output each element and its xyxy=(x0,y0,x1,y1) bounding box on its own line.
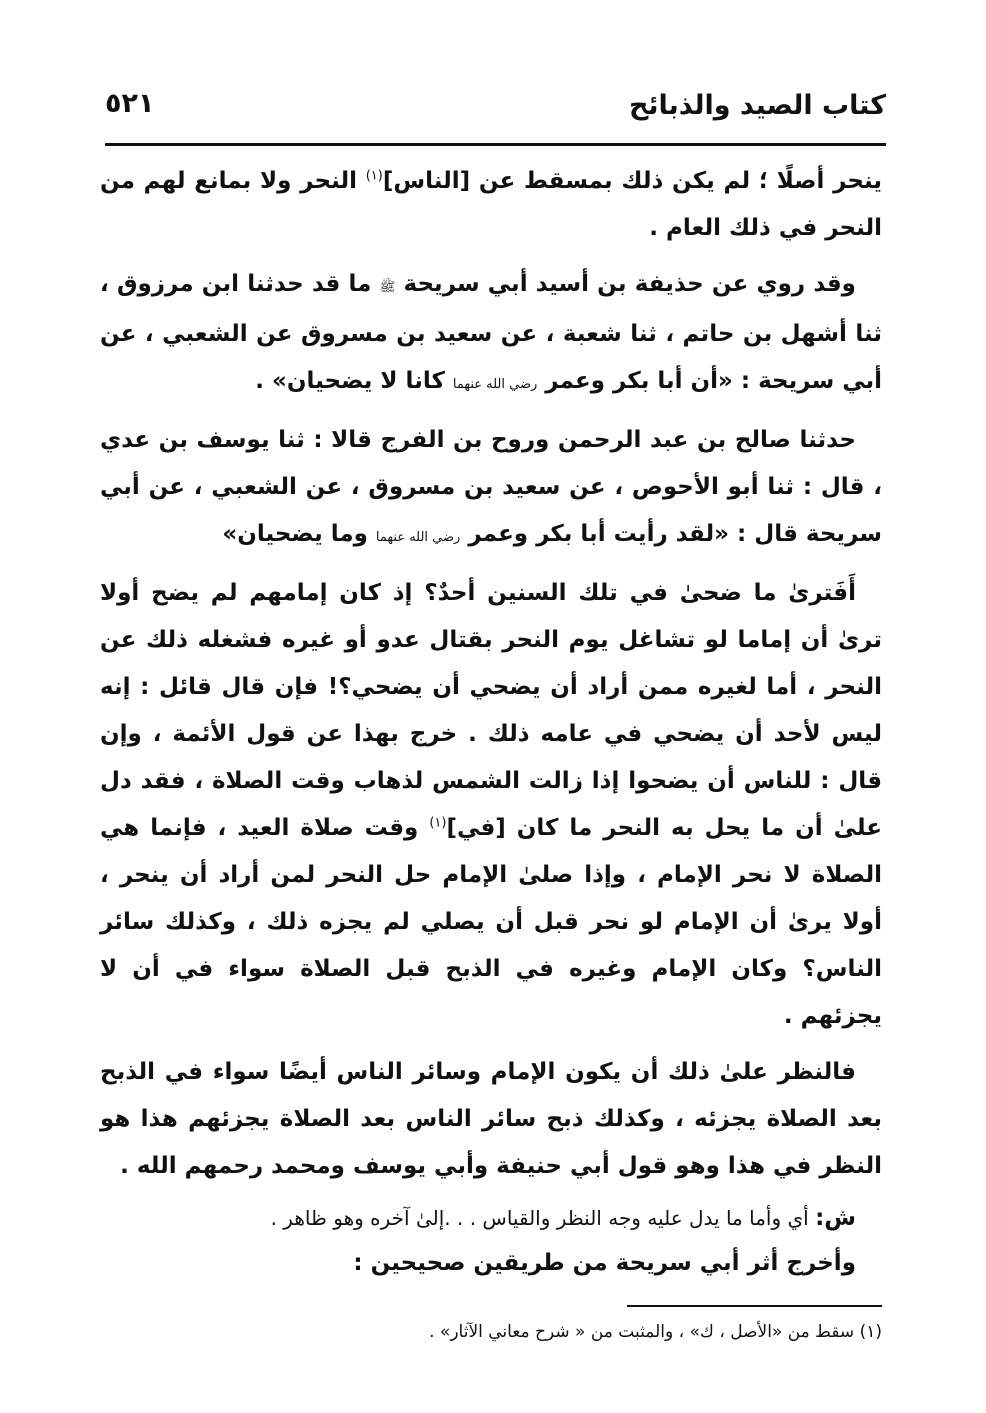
closing-text: وأخرج أثر أبي سريحة من طريقين صحيحين : xyxy=(353,1250,856,1276)
paragraph-2-text-b: ما قد حدثنا ابن مرزوق ، ثنا أشهل بن حاتم ، ثنا شعبة ، عن سعيد بن مسروق عن الشعبي ، عن أبي سريحة : «أن أبا بكر وعمر xyxy=(100,271,882,394)
paragraph-3-text-a: حدثنا صالح بن عبد الرحمن وروح بن الفرج قالا : ثنا يوسف بن عدي ، قال : ثنا أبو الأحوص ، عن سعيد بن مسروق ، عن الشعبي ، عن أبي سريحة قال : «لقد رأيت أبا بكر وعمر xyxy=(100,427,882,547)
header-rule xyxy=(105,143,886,146)
paragraph-5-text: فالنظر علىٰ ذلك أن يكون الإمام وسائر الناس أيضًا سواء في الذبح بعد الصلاة يجزئه ، وكذلك ذبح سائر الناس بعد الصلاة يجزئهم هذا هو النظر في هذا وهو قول أبي حنيفة وأبي يوسف ومحمد رحمهم الله . xyxy=(100,1059,882,1179)
paragraph-3 xyxy=(100,417,882,561)
honorific-symbol: رضي الله عنهما xyxy=(375,530,461,545)
paragraph-2-text-a: وقد روي عن حذيفة بن أسيد أبي سريحة xyxy=(395,271,856,297)
page-number: ٥٢١ xyxy=(105,88,155,119)
commentary-text: أي وأما ما يدل عليه وجه النظر والقياس . . .إلىٰ آخره وهو ظاهر . xyxy=(270,1206,816,1230)
paragraph-4 xyxy=(100,570,882,1040)
commentary-label: ش: xyxy=(815,1205,856,1231)
footnote-marker: (١) xyxy=(365,168,383,184)
footnote-rule xyxy=(627,1305,882,1307)
commentary xyxy=(100,1198,882,1238)
footnote-marker: (١) xyxy=(429,815,447,831)
paragraph-4-text-a: أَفَترىٰ ما ضحىٰ في تلك السنين أحدٌ؟ إذ كان إمامهم لم يضح أولا ترىٰ أن إماما لو تشاغل يوم النحر بقتال عدو أو غيره فشغله ذلك عن النحر ، أما لغيره ممن أراد أن يضحي أن يضحي؟! فإن قال قائل : إنه ليس لأحد أن يضحي في عامه ذلك . خرج بهذا عن قول الأئمة ، وإن قال : للناس أن يضحوا إذا زالت الشمس لذهاب وقت الصلاة ، فقد دل علىٰ أن ما يحل به النحر ما كان [في] xyxy=(100,580,882,841)
running-title: كتاب الصيد والذبائح xyxy=(628,90,886,121)
page-header xyxy=(105,84,886,132)
paragraph-5 xyxy=(100,1049,882,1190)
paragraph-2 xyxy=(100,261,882,408)
footnote: (١) سقط من «الأصل ، ك» ، والمثبت من « شرح معاني الآثار» . xyxy=(429,1322,882,1342)
paragraph-3-text-b: وما يضحيان» xyxy=(222,521,376,547)
paragraph-4-text-b: وقت صلاة العيد ، فإنما هي الصلاة لا نحر الإمام ، وإذا صلىٰ الإمام حل النحر لمن أراد أن ينحر ، أولا يرىٰ أن الإمام لو نحر قبل أن يصلي لم يجزه ذلك ، وكذلك سائر الناس؟ وكان الإمام وغيره في الذبح قبل الصلاة سواء في أن لا يجزئهم . xyxy=(100,815,882,1029)
honorific-symbol: ﷺ xyxy=(379,280,396,295)
paragraph-1 xyxy=(100,158,882,252)
closing-line xyxy=(100,1240,882,1287)
paragraph-1-text-b: النحر ولا بمانع لهم من النحر في ذلك العام . xyxy=(100,168,882,241)
honorific-symbol: رضي الله عنهما xyxy=(452,377,538,392)
paragraph-1-text-a: ينحر أصلًا ؛ لم يكن ذلك بمسقط عن [الناس] xyxy=(382,168,882,194)
paragraph-2-text-c: كانا لا يضحيان» . xyxy=(255,368,453,394)
main-text xyxy=(100,158,882,1287)
